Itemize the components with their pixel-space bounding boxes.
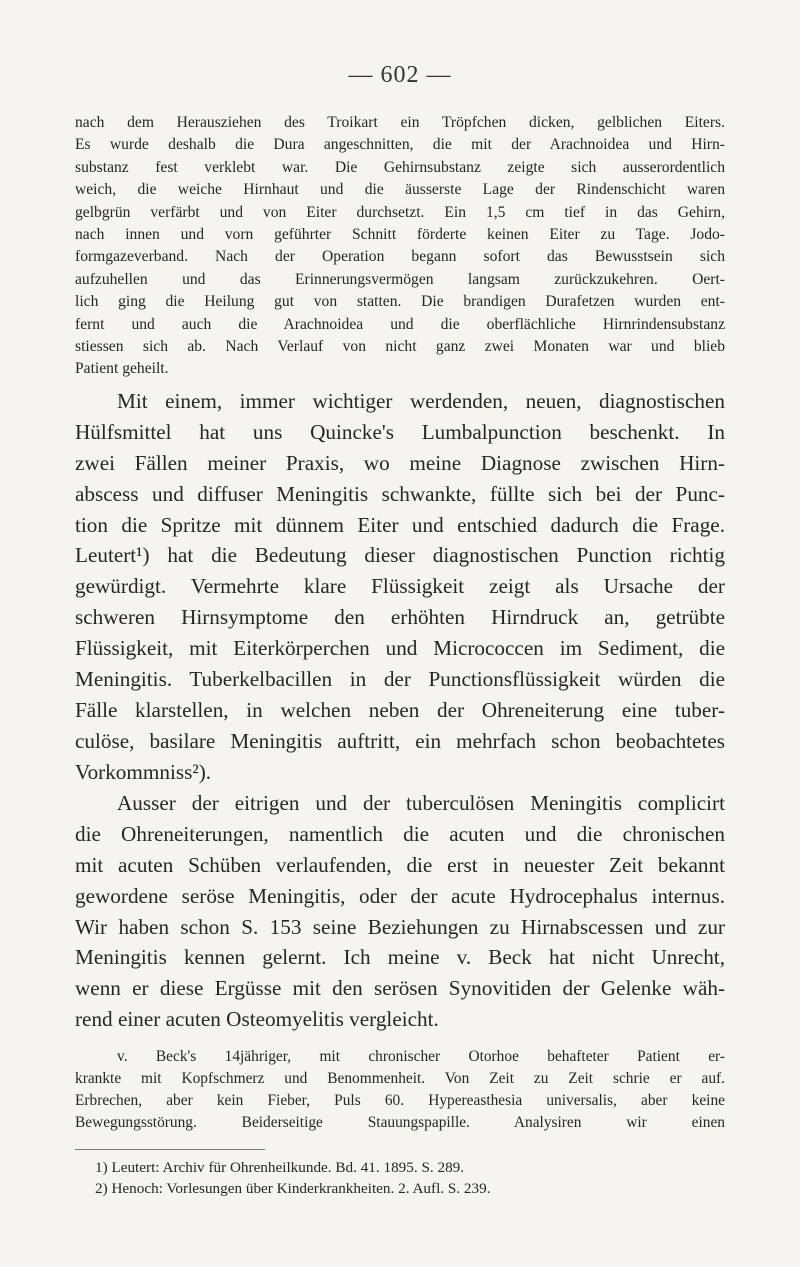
text-line: nach innen und vorn geführter Schnitt förderte keinen Eiter zu Tage. Jodo-	[75, 225, 725, 243]
paragraph-lumbalpunction	[75, 386, 725, 788]
footnote: 1) Leutert: Archiv für Ohrenheilkunde. Bd. 41. 1895. S. 289.	[95, 1159, 465, 1176]
text-line: Fälle klarstellen, in welchen neben der Ohreneiterung eine tuber-	[75, 697, 725, 722]
text-line: Hülfsmittel hat uns Quincke's Lumbalpunction beschenkt. In	[75, 419, 725, 444]
text-line: nach dem Herausziehen des Troikart ein Tröpfchen dicken, gelblichen Eiters.	[75, 114, 725, 131]
text-line: Ausser der eitrigen und der tuberculösen Meningitis complicirt	[117, 791, 725, 815]
page-number: — 602 —	[348, 62, 452, 88]
text-line: gelbgrün verfärbt und von Eiter durchsetzt. Ein 1,5 cm tief in das Gehirn,	[75, 203, 725, 221]
text-line: wenn er diese Ergüsse mit den serösen Synovitiden der Gelenke wäh-	[75, 976, 725, 1001]
text-line: rend einer acuten Osteomyelitis vergleicht.	[75, 1007, 439, 1032]
text-line: mit acuten Schüben verlaufenden, die erst in neuester Zeit bekannt	[75, 852, 725, 877]
text-line: Bewegungsstörung. Beiderseitige Stauungspapille. Analysiren wir einen	[75, 1114, 725, 1131]
text-line: krankte mit Kopfschmerz und Benommenheit. Von Zeit zu Zeit schrie er auf.	[75, 1070, 725, 1087]
text-line: formgazeverband. Nach der Operation begann sofort das Bewusstsein sich	[75, 248, 725, 266]
text-line: Meningitis kennen gelernt. Ich meine v. Beck hat nicht Unrecht,	[75, 945, 725, 970]
text-line: schweren Hirnsymptome den erhöhten Hirndruck an, getrübte	[75, 605, 725, 630]
text-line: fernt und auch die Arachnoidea und die oberflächliche Hirnrindensubstanz	[75, 315, 725, 333]
text-line: gewürdigt. Vermehrte klare Flüssigkeit zeigt als Ursache der	[75, 574, 725, 599]
paragraph-serous-meningitis	[75, 788, 725, 1035]
text-line: Flüssigkeit, mit Eiterkörperchen und Micrococcen im Sediment, die	[75, 636, 725, 661]
text-line: Leutert¹) hat die Bedeutung dieser diagnostischen Punction richtig	[75, 543, 725, 568]
text-line: weich, die weiche Hirnhaut und die äusserste Lage der Rindenschicht waren	[75, 181, 725, 199]
paragraph-case-report	[75, 112, 725, 381]
footnote-divider	[75, 1149, 265, 1150]
text-line: zwei Fällen meiner Praxis, wo meine Diagnose zwischen Hirn-	[75, 450, 725, 475]
text-line: Patient geheilt.	[75, 360, 169, 378]
text-line: Vorkommniss²).	[75, 759, 212, 784]
text-line: Erbrechen, aber kein Fieber, Puls 60. Hypereasthesia universalis, aber keine	[75, 1092, 725, 1109]
footnote: 2) Henoch: Vorlesungen über Kinderkrankheiten. 2. Aufl. S. 239.	[95, 1180, 491, 1197]
text-line: Es wurde deshalb die Dura angeschnitten, die mit der Arachnoidea und Hirn-	[75, 136, 725, 154]
footnotes	[75, 1157, 725, 1199]
text-line: die Ohreneiterungen, namentlich die acuten und die chronischen	[75, 821, 725, 846]
text-line: culöse, basilare Meningitis auftritt, ein mehrfach schon beobachtetes	[75, 728, 725, 753]
text-line: Mit einem, immer wichtiger werdenden, neuen, diagnostischen	[117, 389, 725, 413]
text-line: Meningitis. Tuberkelbacillen in der Punctionsflüssigkeit würden die	[75, 667, 725, 692]
text-line: v. Beck's 14jähriger, mit chronischer Otorhoe behafteter Patient er-	[117, 1048, 725, 1065]
text-line: Wir haben schon S. 153 seine Beziehungen zu Hirnabscessen und zur	[75, 914, 725, 939]
text-line: substanz fest verklebt war. Die Gehirnsubstanz zeigte sich ausserordentlich	[75, 158, 725, 176]
text-line: stiessen sich ab. Nach Verlauf von nicht ganz zwei Monaten war und blieb	[75, 337, 725, 355]
paragraph-beck-case	[75, 1046, 725, 1134]
text-line: gewordene seröse Meningitis, oder der acute Hydrocephalus internus.	[75, 883, 725, 908]
text-line: tion die Spritze mit dünnem Eiter und entschied dadurch die Frage.	[75, 512, 725, 537]
text-line: abscess und diffuser Meningitis schwankte, füllte sich bei der Punc-	[75, 481, 725, 506]
text-line: aufzuhellen und das Erinnerungsvermögen langsam zurückzukehren. Oert-	[75, 270, 725, 288]
text-line: lich ging die Heilung gut von statten. Die brandigen Durafetzen wurden ent-	[75, 293, 725, 311]
